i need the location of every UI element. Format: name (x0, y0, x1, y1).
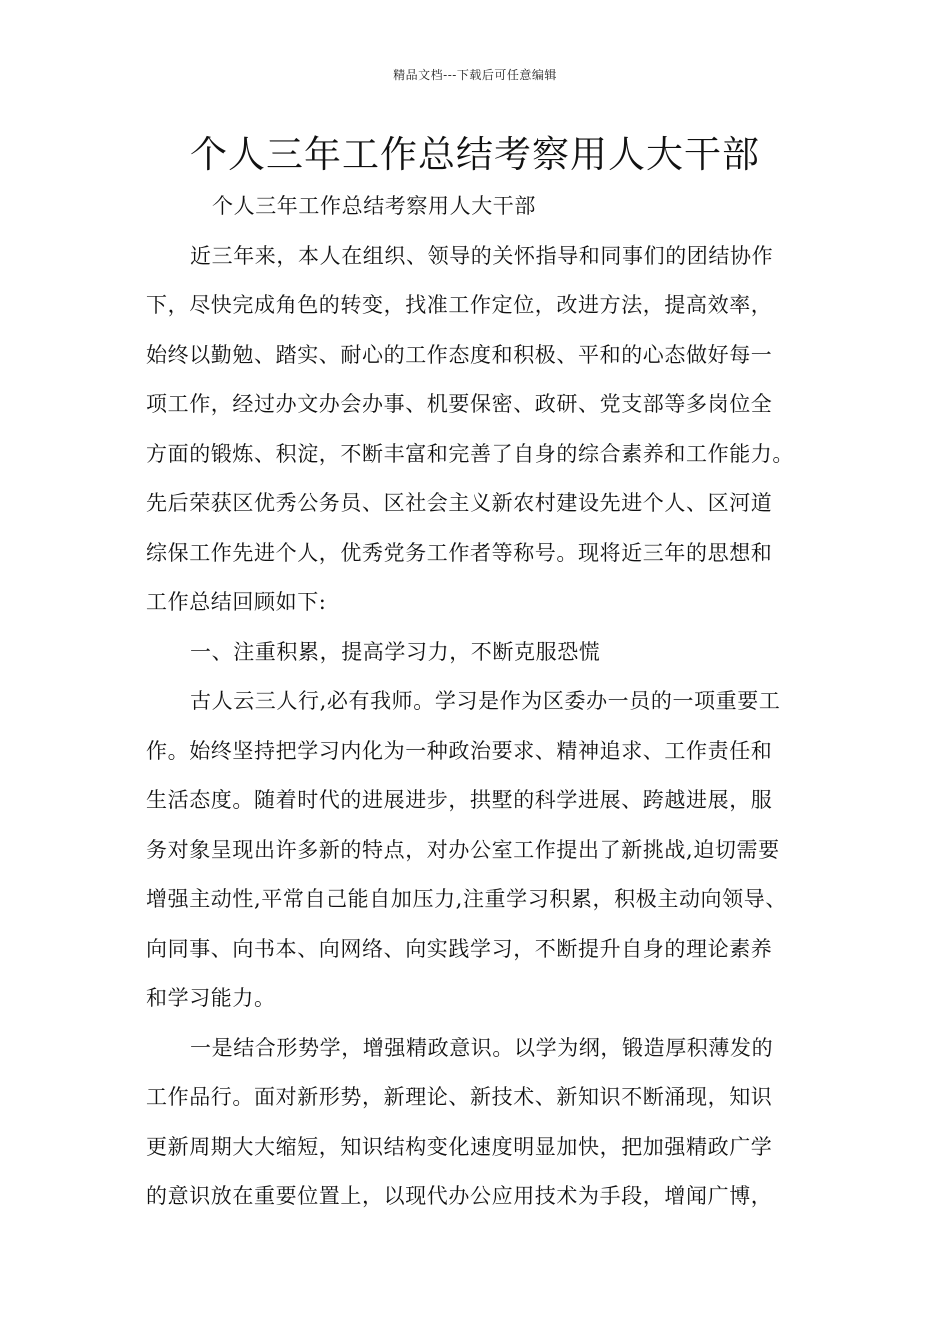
paragraph-line: 作。始终坚持把学习内化为一种政治要求、精神追求、工作责任和 (146, 738, 773, 763)
paragraph-line: 一是结合形势学，增强精政意识。以学为纲，锻造厚积薄发的 (190, 1035, 774, 1060)
paragraph-line: 一、注重积累，提高学习力，不断克服恐慌 (190, 639, 601, 664)
paragraph-line: 和学习能力。 (146, 986, 276, 1010)
paragraph-line: 的意识放在重要位置上，以现代办公应用技术为手段，增闻广博， (146, 1184, 773, 1208)
paragraph-line: 工作总结回顾如下: (146, 590, 327, 614)
paragraph-line: 下，尽快完成角色的转变，找准工作定位，改进方法，提高效率， (146, 293, 773, 317)
paragraph-line: 先后荣获区优秀公务员、区社会主义新农村建设先进个人、区河道 (146, 491, 773, 515)
paragraph-line: 近三年来，本人在组织、领导的关怀指导和同事们的团结协作 (190, 243, 774, 268)
subtitle-line: 个人三年工作总结考察用人大干部 (212, 194, 536, 218)
paragraph-line: 生活态度。随着时代的进展进步，拱墅的科学进展、跨越进展，服 (146, 788, 773, 812)
paragraph-line: 综保工作先进个人，优秀党务工作者等称号。现将近三年的思想和 (146, 540, 773, 565)
header-note: 精品文档---下载后可任意编辑 (393, 68, 557, 82)
paragraph-line: 工作品行。面对新形势，新理论、新技术、新知识不断涌现，知识 (146, 1085, 773, 1109)
paragraph-line: 方面的锻炼、积淀，不断丰富和完善了自身的综合素养和工作能力。 (146, 441, 794, 466)
paragraph-line: 项工作，经过办文办会办事、机要保密、政研、党支部等多岗位全 (146, 392, 773, 416)
paragraph-line: 增强主动性,平常自己能自加压力,注重学习积累，积极主动向领导、 (146, 887, 787, 911)
paragraph-line: 务对象呈现出许多新的特点，对办公室工作提出了新挑战,迫切需要 (146, 837, 780, 862)
paragraph-line: 始终以勤勉、踏实、耐心的工作态度和积极、平和的心态做好每一 (146, 342, 773, 367)
document-title: 个人三年工作总结考察用人大干部 (190, 133, 760, 176)
document-body (146, 182, 826, 1222)
paragraph-line: 更新周期大大缩短，知识结构变化速度明显加快，把加强精政广学 (146, 1134, 773, 1159)
paragraph-line: 古人云三人行,必有我师。学习是作为区委办一员的一项重要工 (190, 689, 781, 713)
paragraph-line: 向同事、向书本、向网络、向实践学习，不断提升自身的理论素养 (146, 936, 773, 961)
